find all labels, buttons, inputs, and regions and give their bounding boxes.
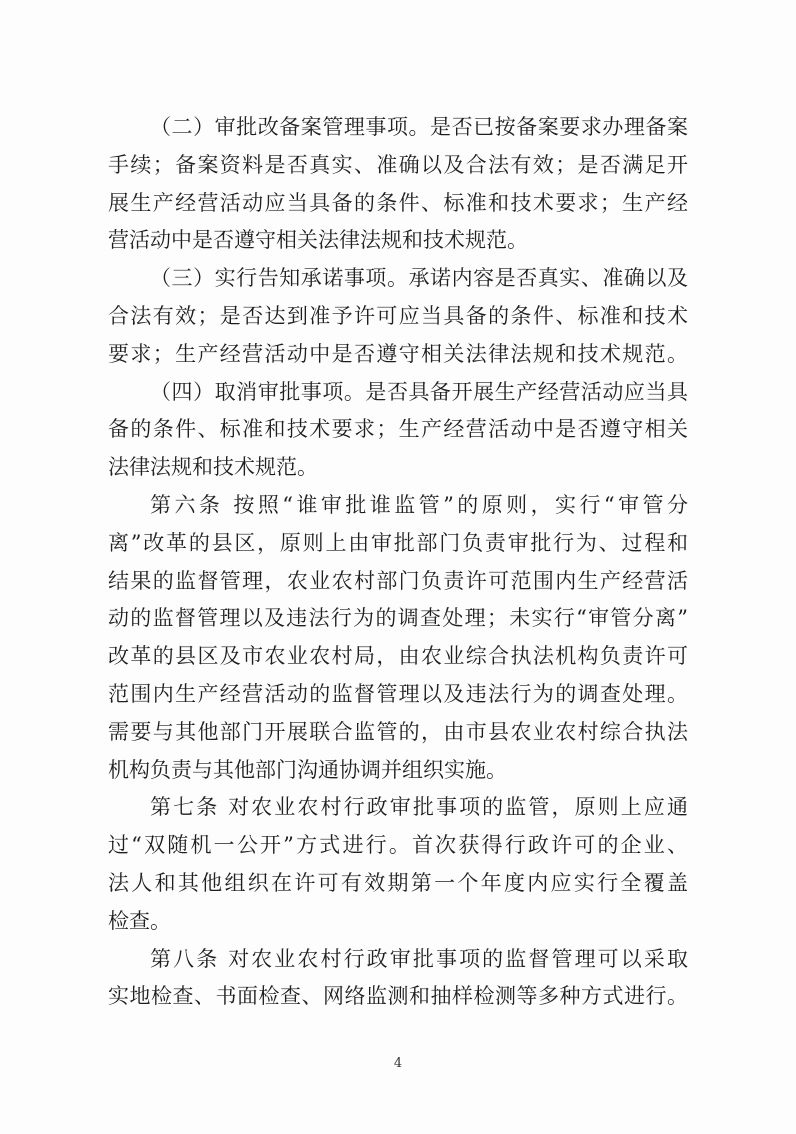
text-line: 合法有效；是否达到准予许可应当具备的条件、标准和技术 bbox=[108, 303, 688, 328]
paragraph-article-7 bbox=[108, 789, 688, 940]
text-line: 范围内生产经营活动的监督管理以及违法行为的调查处理。 bbox=[108, 681, 688, 706]
text-line: 动的监督管理以及违法行为的调查处理；未实行“审管分离” bbox=[108, 606, 688, 631]
text-line: 实地检查、书面检查、网络监测和抽样检测等多种方式进行。 bbox=[108, 984, 688, 1009]
text-line: 备的条件、标准和技术要求；生产经营活动中是否遵守相关 bbox=[108, 417, 688, 442]
paragraph-review-to-filing bbox=[108, 109, 688, 260]
text-line: 展生产经营活动应当具备的条件、标准和技术要求；生产经 bbox=[108, 190, 688, 215]
page-number: 4 bbox=[393, 1056, 403, 1071]
text-line: 结果的监督管理，农业农村部门负责许可范围内生产经营活 bbox=[108, 568, 688, 593]
paragraph-cancelled-approval bbox=[108, 374, 688, 487]
text-line: 离”改革的县区，原则上由审批部门负责审批行为、过程和 bbox=[108, 530, 688, 555]
text-line: 要求；生产经营活动中是否遵守相关法律法规和技术规范。 bbox=[108, 341, 688, 366]
paragraph-article-6 bbox=[108, 487, 688, 789]
text-line: 需要与其他部门开展联合监管的，由市县农业农村综合执法 bbox=[108, 719, 688, 744]
paragraph-notification-commitment bbox=[108, 260, 688, 373]
text-line: （二）审批改备案管理事项。是否已按备案要求办理备案 bbox=[150, 115, 688, 139]
text-line: 营活动中是否遵守相关法律法规和技术规范。 bbox=[108, 228, 528, 253]
text-line: 过“双随机一公开”方式进行。首次获得行政许可的企业、 bbox=[108, 833, 688, 858]
text-line: 第六条 按照“谁审批谁监管”的原则，实行“审管分 bbox=[150, 492, 688, 517]
text-line: 法人和其他组织在许可有效期第一个年度内应实行全覆盖 bbox=[108, 870, 688, 895]
text-line: 第八条 对农业农村行政审批事项的监督管理可以采取 bbox=[150, 946, 688, 971]
text-line: （三）实行告知承诺事项。承诺内容是否真实、准确以及 bbox=[150, 266, 688, 291]
paragraph-article-8 bbox=[108, 941, 688, 1017]
text-line: 机构负责与其他部门沟通协调并组织实施。 bbox=[108, 757, 507, 782]
text-line: 改革的县区及市农业农村局，由农业综合执法机构负责许可 bbox=[108, 644, 688, 669]
text-line: （四）取消审批事项。是否具备开展生产经营活动应当具 bbox=[150, 379, 688, 404]
document-body bbox=[108, 109, 688, 1016]
text-line: 手续；备案资料是否真实、准确以及合法有效；是否满足开 bbox=[108, 152, 688, 177]
text-line: 第七条 对农业农村行政审批事项的监管，原则上应通 bbox=[150, 795, 688, 820]
text-line: 检查。 bbox=[108, 908, 171, 933]
text-line: 法律法规和技术规范。 bbox=[108, 455, 318, 480]
